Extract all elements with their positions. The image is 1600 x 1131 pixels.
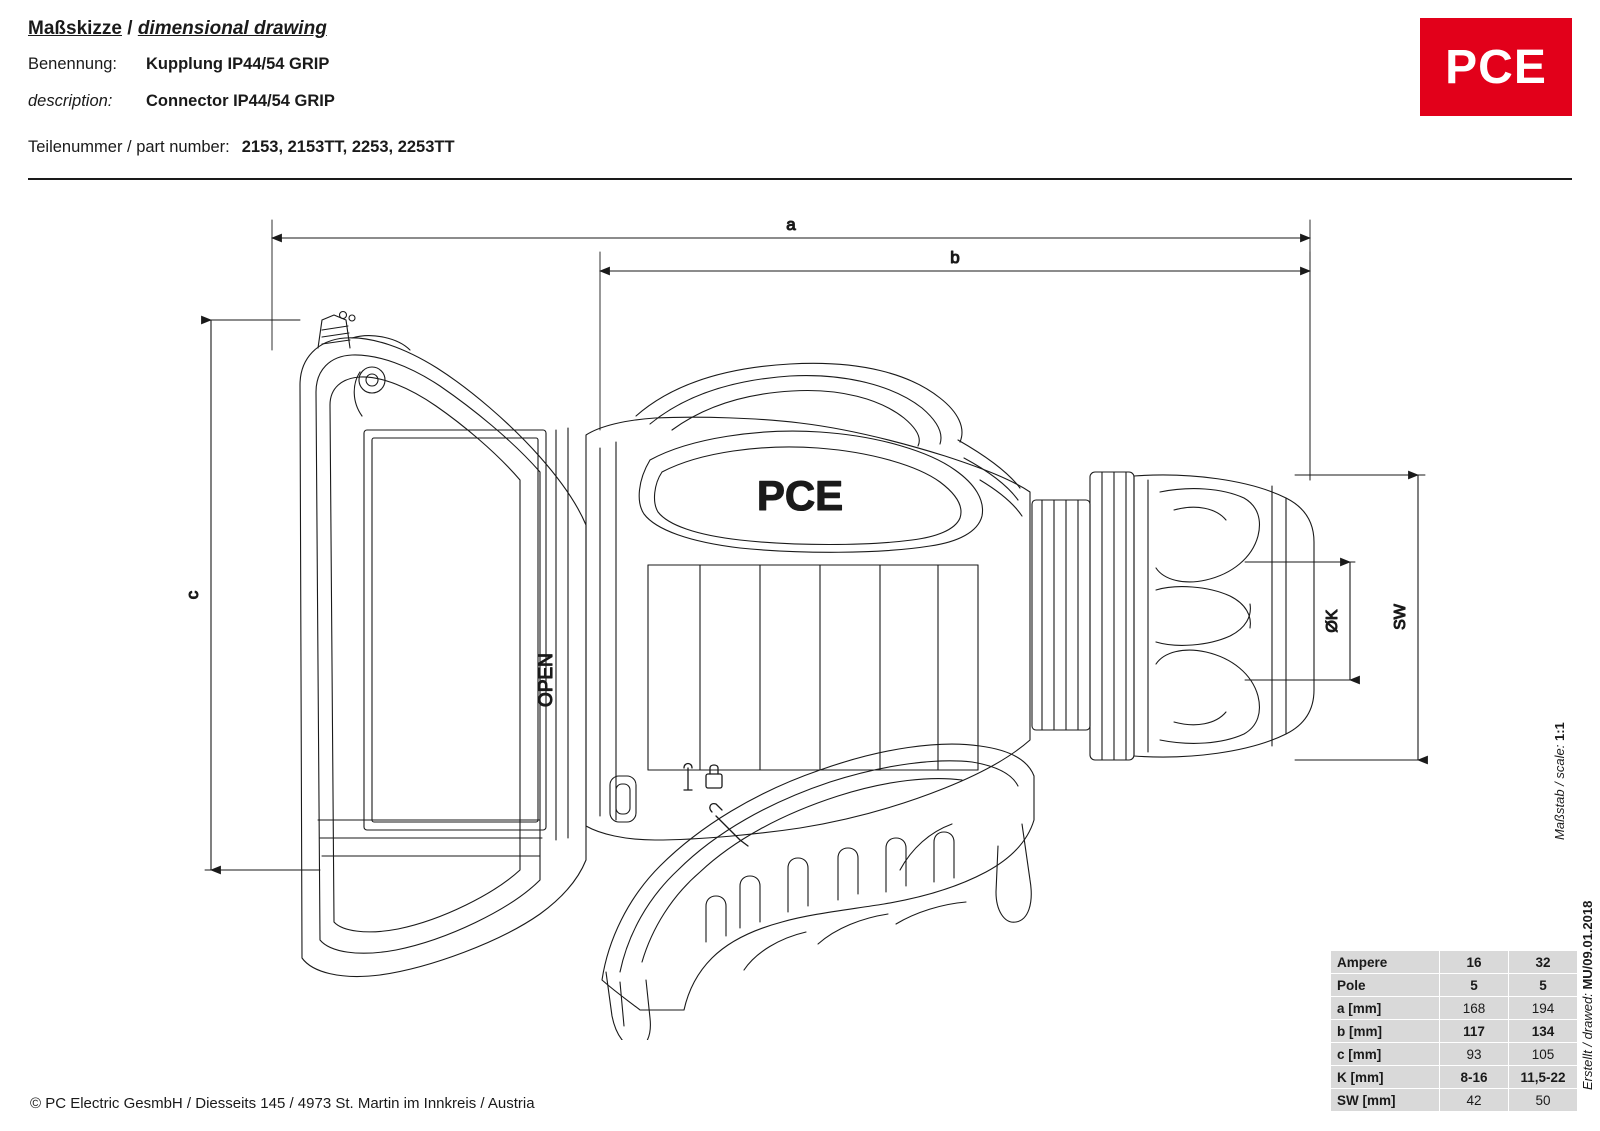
table-row [1331,1066,1578,1089]
spec-value-32a: 11,5-22 [1509,1066,1578,1089]
table-row [1331,1043,1578,1066]
table-row [1331,974,1578,997]
drawn-text [1580,901,1595,1090]
scale-label: Maßstab / scale: [1552,744,1567,840]
dimension-b-label: b [950,248,960,267]
pce-logo: PCE [1420,18,1572,116]
spec-value-32a: 5 [1509,974,1578,997]
table-row [1331,1089,1578,1112]
spec-table [1330,950,1578,1112]
spec-value-16a: 5 [1440,974,1509,997]
table-row [1331,951,1578,974]
footer [30,1095,535,1112]
spec-value-32a: 194 [1509,997,1578,1020]
scale-text [1552,722,1567,840]
drawn-value: MU/09.01.2018 [1580,900,1595,990]
dimensional-drawing [0,180,1600,1040]
partnumber-label: Teilenummer / part number: [28,138,230,156]
description-value: Connector IP44/54 GRIP [146,92,335,110]
spec-row-label: b [mm] [1331,1020,1440,1043]
spec-value-16a: 16 [1440,951,1509,974]
spec-row-label: a [mm] [1331,997,1440,1020]
spec-row-label: K [mm] [1331,1066,1440,1089]
page-title [28,18,327,40]
spec-row-label: SW [mm] [1331,1089,1440,1112]
spec-value-32a: 134 [1509,1020,1578,1043]
benennung-label: Benennung: [28,55,118,73]
description-row [28,92,335,111]
product-pce-logo: PCE [756,472,844,519]
open-label: OPEN [536,653,557,707]
benennung-row [28,55,329,74]
dimension-sw-label: SW [1392,604,1409,630]
dimension-c-label: c [183,590,202,600]
drawn-label: Erstellt / drawed: [1580,993,1595,1090]
copyright-text: © PC Electric GesmbH / Diesseits 145 / 4973 St. Martin im Innkreis / Austria [30,1095,535,1112]
header [0,0,1600,180]
spec-value-32a: 32 [1509,951,1578,974]
dimension-k-label: ØK [1324,609,1341,633]
spec-value-32a: 105 [1509,1043,1578,1066]
page-title-de: Maßskizze [28,18,122,39]
spec-value-16a: 168 [1440,997,1509,1020]
dimension-extension-lines [205,220,1425,870]
dimension-a-label: a [786,215,796,234]
tool-pictogram [684,764,748,847]
drawing-svg [0,180,1600,1040]
spec-value-16a: 93 [1440,1043,1509,1066]
spec-row-label: c [mm] [1331,1043,1440,1066]
table-row [1331,997,1578,1020]
table-row [1331,1020,1578,1043]
spec-row-label: Ampere [1331,951,1440,974]
spec-value-32a: 50 [1509,1089,1578,1112]
scale-value: 1:1 [1552,722,1567,741]
benennung-value: Kupplung IP44/54 GRIP [146,55,330,73]
partnumber-value: 2153, 2153TT, 2253, 2253TT [241,138,455,156]
spec-row-label: Pole [1331,974,1440,997]
spec-value-16a: 117 [1440,1020,1509,1043]
page-title-en: dimensional drawing [137,18,327,39]
partnumber-row [28,138,455,157]
spec-value-16a: 42 [1440,1089,1509,1112]
page-title-separator: / [121,18,138,39]
product-outline [300,312,1314,1041]
spec-value-16a: 8-16 [1440,1066,1509,1089]
description-label: description: [28,92,113,110]
